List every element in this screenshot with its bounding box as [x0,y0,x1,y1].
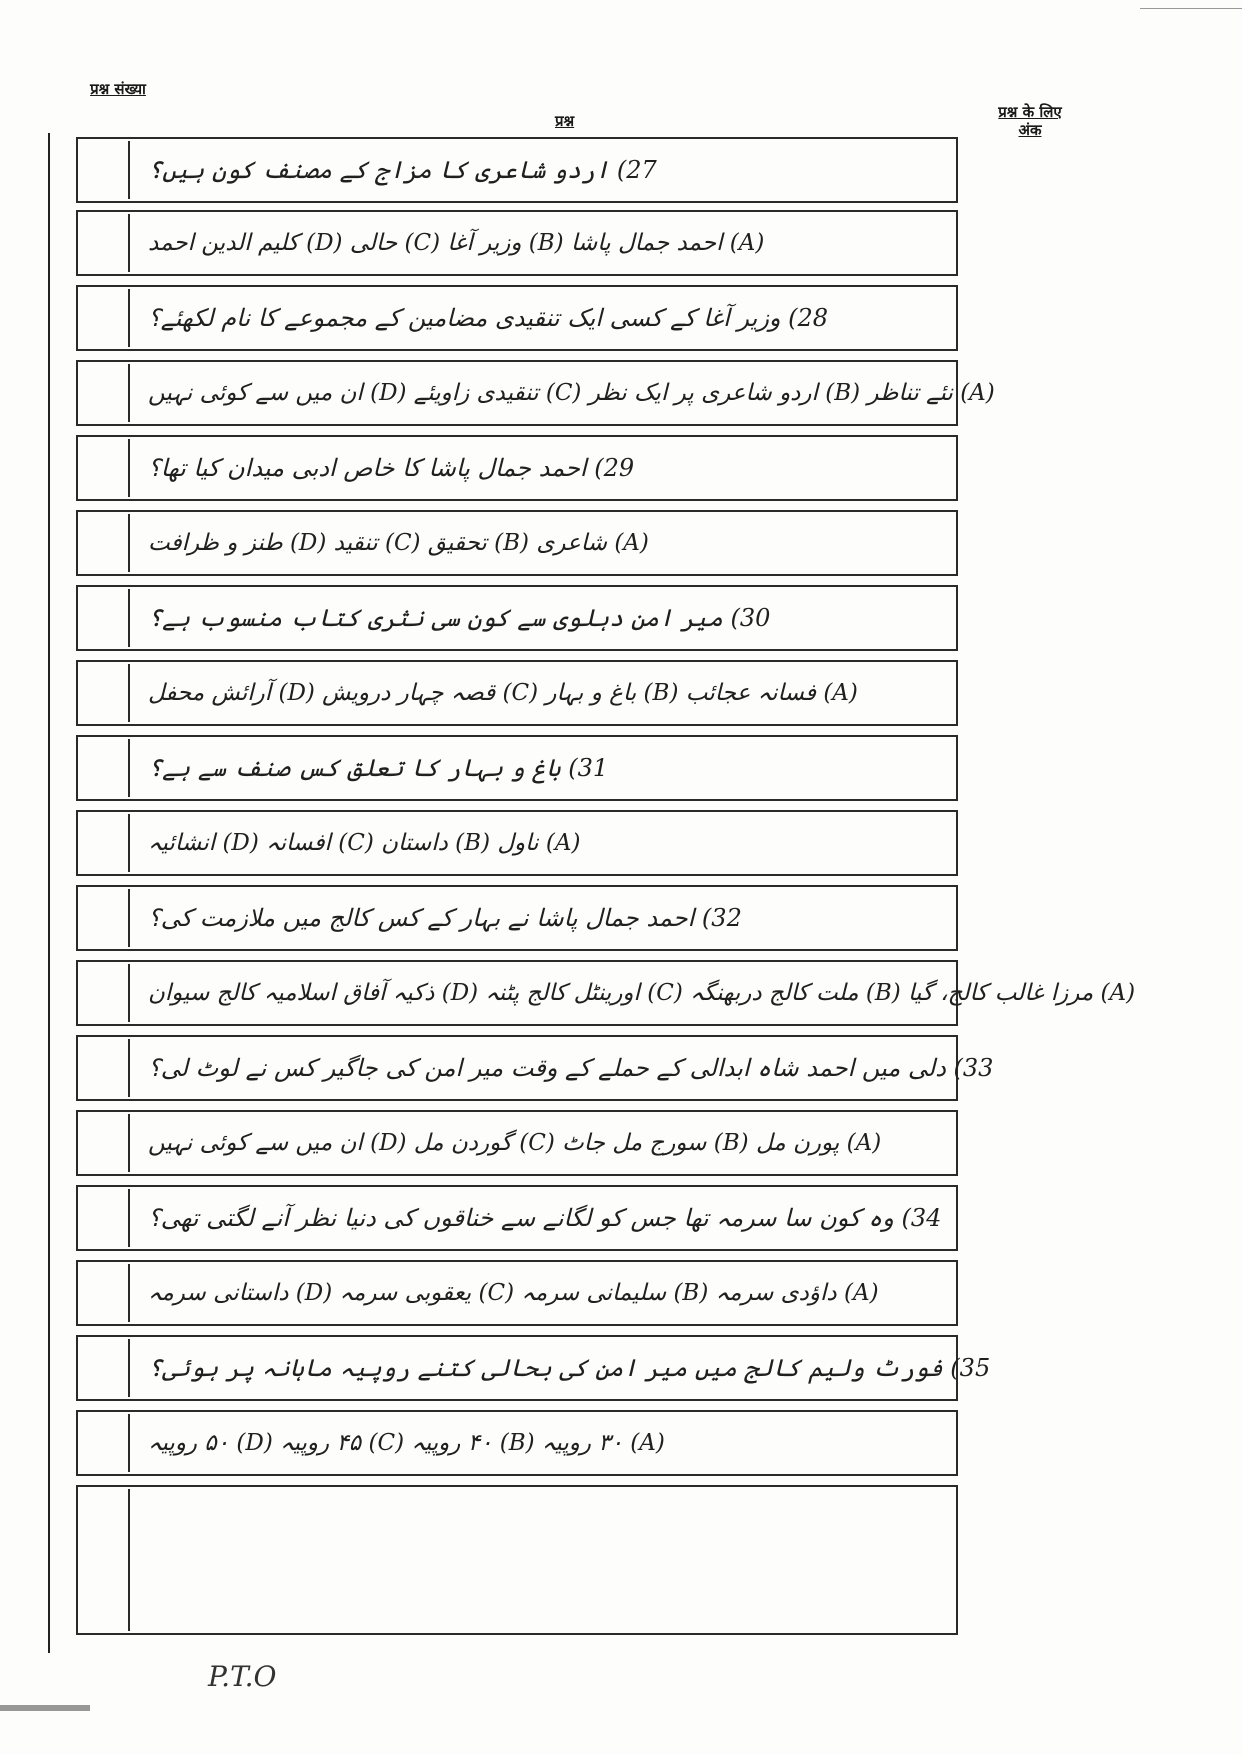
options-row [76,1410,958,1476]
question-row [76,435,958,501]
question-text: 27) اردو شاعری کا مزاج کے مصنف کون ہیں؟ [148,156,657,184]
number-cell [80,1489,130,1631]
question-row [76,285,958,351]
number-cell [80,141,130,199]
question-row [76,585,958,651]
options-row [76,360,995,426]
answer-options: (A) مرزا غالب کالج، گیا (B) ملت کالج دربھنگہ (C) اورینٹل کالج پٹنہ (D) ذکیہ آفاق اسلامیہ کالج سیوان [148,980,1136,1006]
question-text: 28) وزیر آغا کے کسی ایک تنقیدی مضامین کے مجموعے کا نام لکھئے؟ [148,304,829,332]
top-edge-line [1140,8,1242,9]
options-row [76,210,958,276]
number-cell [80,1414,130,1472]
number-cell [80,1264,130,1322]
options-row [76,810,958,876]
question-row [76,1035,994,1101]
question-row [76,1185,958,1251]
number-cell [80,964,130,1022]
answer-options: (A) احمد جمال پاشا (B) وزیر آغا (C) حالی (D) کلیم الدین احمد [148,230,765,256]
pto-note: P.T.O [208,1660,277,1693]
number-cell [80,1339,130,1397]
number-cell [80,589,130,647]
question-text: 31) باغ و بہار کا تعلق کس صنف سے ہے؟ [148,754,609,782]
answer-options: (A) ۳۰ روپیہ (B) ۴۰ روپیہ (C) ۴۵ روپیہ (D) ۵۰ روپیہ [148,1430,665,1456]
answer-options: (A) شاعری (B) تحقیق (C) تنقید (D) طنز و ظرافت [148,530,649,556]
answer-options: (A) داؤدی سرمہ (B) سلیمانی سرمہ (C) یعقوبی سرمہ (D) داستانی سرمہ [148,1280,879,1306]
number-cell [80,889,130,947]
number-cell [80,214,130,272]
question-row [76,885,958,951]
options-row [76,510,958,576]
number-cell [80,289,130,347]
number-cell [80,1189,130,1247]
number-cell [80,1039,130,1097]
answer-options: (A) فسانہ عجائب (B) باغ و بہار (C) قصہ چہار درویش (D) آرائش محفل [148,680,858,706]
scan-artifact [0,1705,90,1711]
question-row [76,1335,991,1401]
answer-options: (A) نئے تناظر (B) اردو شاعری پر ایک نظر (C) تنقیدی زاویئے (D) ان میں سے کوئی نہیں [148,380,995,406]
options-row [76,960,1136,1026]
options-row [76,1110,958,1176]
question-text: 30) میر امن دہلوی سے کون سی نثری کتاب منسوب ہے؟ [148,604,771,632]
question-text: 29) احمد جمال پاشا کا خاص ادبی میدان کیا تھا؟ [148,454,635,482]
number-cell [80,1114,130,1172]
question-row [76,735,958,801]
number-cell [80,439,130,497]
number-cell [80,814,130,872]
question-text: 32) احمد جمال پاشا نے بہار کے کس کالج میں ملازمت کی؟ [148,904,742,932]
answer-options: (A) پورن مل (B) سورج مل جاٹ (C) گوردن مل (D) ان میں سے کوئی نہیں [148,1130,882,1156]
question-text: 34) وہ کون سا سرمہ تھا جس کو لگانے سے خناقوں کی دنیا نظر آنے لگتی تھی؟ [148,1204,942,1232]
options-row [76,660,958,726]
answer-options: (A) ناول (B) داستان (C) افسانہ (D) انشائیہ [148,830,581,856]
question-text: 33) دلی میں احمد شاہ ابدالی کے حملے کے وقت میر امن کی جاگیر کس نے لوٹ لی؟ [148,1054,994,1082]
blank-row [76,1485,958,1635]
number-cell [80,514,130,572]
options-row [76,1260,958,1326]
question-row [76,137,958,203]
question-text: 35) فورٹ ولیم کالج میں میر امن کی بحالی کتنے روپیہ ماہانہ پر ہوئی؟ [148,1354,991,1382]
number-cell [80,739,130,797]
question-number-header: प्रश्न संख्या [90,80,146,98]
number-cell [80,364,130,422]
question-header: प्रश्न [555,112,575,130]
question-text [148,1487,944,1633]
marks-header: प्रश्न के लिए अंक [998,103,1062,139]
number-cell [80,664,130,722]
